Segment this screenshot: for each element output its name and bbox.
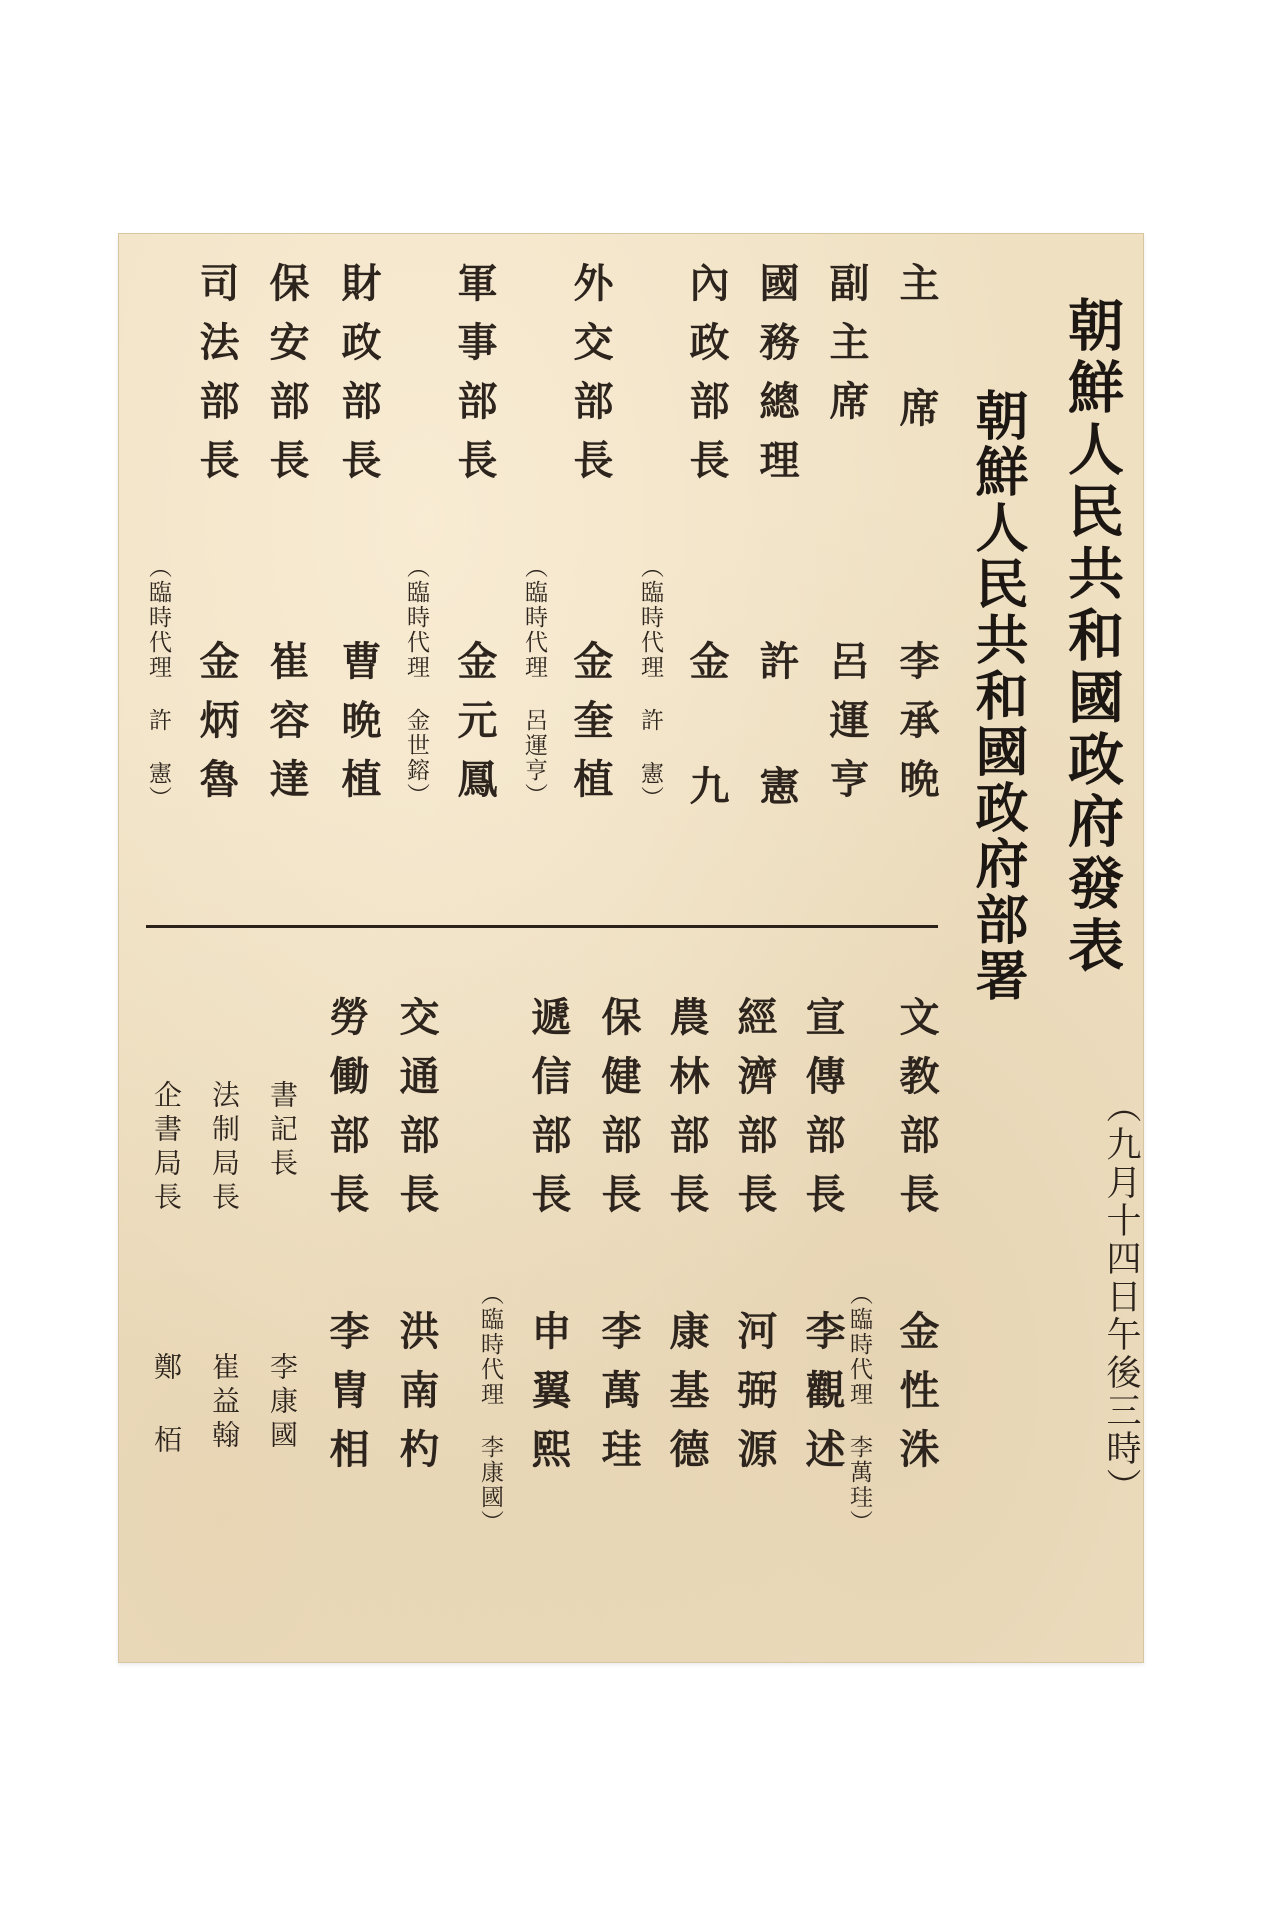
person-name: 河弼源 — [731, 1310, 778, 1487]
position-label: 文教部長 — [893, 996, 940, 1232]
person-name: 崔益翰 — [208, 1352, 241, 1454]
position-label: 法制局長 — [208, 1080, 241, 1216]
person-name: 金性洙 — [893, 1310, 940, 1487]
position-label: 經濟部長 — [731, 996, 778, 1232]
document-subtitle: 朝鮮人民共和國政府部署 — [967, 388, 1029, 1004]
person-name: 洪南杓 — [393, 1310, 440, 1487]
position-label: 外交部長 — [567, 262, 614, 498]
position-label: 農林部長 — [663, 996, 710, 1232]
person-name: 曹晩植 — [335, 640, 382, 817]
person-name: 崔容達 — [263, 640, 310, 817]
position-label: 宣傳部長 — [799, 996, 846, 1232]
position-label: 副主席 — [823, 262, 870, 439]
position-label: 交通部長 — [393, 996, 440, 1232]
person-name: 鄭 栢 — [150, 1352, 183, 1459]
acting-note: （臨時代理 呂運亨） — [521, 555, 547, 808]
position-label: 主 席 — [893, 262, 940, 446]
position-label: 財政部長 — [335, 262, 382, 498]
acting-note: （臨時代理 金世鎔） — [403, 555, 429, 808]
person-name: 金炳魯 — [193, 640, 240, 817]
person-name: 李觀述 — [799, 1310, 846, 1487]
person-name: 金元鳳 — [451, 640, 498, 817]
position-label: 保健部長 — [595, 996, 642, 1232]
position-label: 內政部長 — [683, 262, 730, 498]
acting-note: （臨時代理 許 憲） — [637, 555, 663, 811]
acting-note: （臨時代理 李萬珪） — [846, 1282, 872, 1535]
person-name: 呂運亨 — [823, 640, 870, 817]
person-name: 李康國 — [266, 1352, 299, 1454]
person-name: 許 憲 — [753, 640, 800, 824]
document-title: 朝鮮人民共和國政府發表 — [1059, 296, 1125, 978]
person-name: 康基德 — [663, 1310, 710, 1487]
person-name: 李承晩 — [893, 640, 940, 817]
position-label: 企書局長 — [150, 1080, 183, 1216]
position-label: 保安部長 — [263, 262, 310, 498]
person-name: 金奎植 — [567, 640, 614, 817]
announcement-date: （九月十四日午後三時） — [1101, 1088, 1141, 1506]
position-label: 軍事部長 — [451, 262, 498, 498]
acting-note: （臨時代理 李康國） — [477, 1282, 503, 1535]
section-divider — [146, 925, 938, 928]
acting-note: （臨時代理 許 憲） — [145, 555, 171, 811]
position-label: 遞信部長 — [525, 996, 572, 1232]
person-name: 李冑相 — [323, 1310, 370, 1487]
person-name: 李萬珪 — [595, 1310, 642, 1487]
position-label: 書記長 — [266, 1080, 299, 1182]
position-label: 司法部長 — [193, 262, 240, 498]
person-name: 金 九 — [683, 640, 730, 824]
position-label: 勞働部長 — [323, 996, 370, 1232]
person-name: 申翼熙 — [525, 1310, 572, 1487]
position-label: 國務總理 — [753, 262, 800, 498]
